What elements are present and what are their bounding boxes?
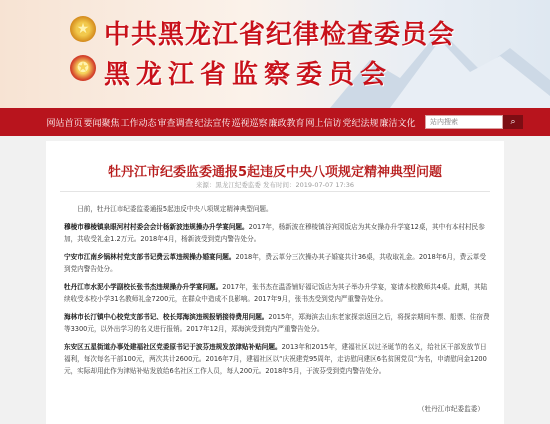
case-heading: 东安区五星街道办事处建福社区党委原书记于波芬违规发放津贴补贴问题。 xyxy=(64,343,282,351)
case-body: 2017年，杨新波在穆棱镇谷宾园饭店为其女操办升学宴12桌，其中有本村村民参加，共收受礼金1.2万元。2018年4月，杨新波受到党内警告处分。 xyxy=(64,223,485,243)
case-heading: 穆棱市穆棱镇泉眼河村村委会会计杨新波违规操办升学宴问题。 xyxy=(64,223,249,231)
article-title: 牡丹江市纪委监委通报5起违反中央八项规定精神典型问题 xyxy=(107,165,443,180)
divider xyxy=(60,191,490,192)
site-title-party: 中共黑龙江省纪律检查委员会 xyxy=(104,20,456,50)
search-icon[interactable]: ⌕ xyxy=(503,115,523,129)
nav-regulations[interactable]: 党纪法规 xyxy=(342,118,379,129)
case-body: 2015年，郑海滨去山东老家探亲返回之后，将探亲期间车票、船票、住宿费等3300元，以外出学习的名义进行报销。2017年12月，郑海滨受到党内严重警告处分。 xyxy=(64,313,490,333)
nav-inspection[interactable]: 巡视巡察 xyxy=(231,118,268,129)
case-heading: 牡丹江市水泥小学副校长张书杰违规操办升学宴问题。 xyxy=(64,283,223,291)
nav-online-petition[interactable]: 网上信访 xyxy=(305,118,342,129)
case-item xyxy=(64,221,490,245)
case-item xyxy=(64,341,490,377)
nav-home[interactable]: 网站首页 xyxy=(46,118,83,129)
nav-work-updates[interactable]: 工作动态 xyxy=(120,118,157,129)
case-item xyxy=(64,251,490,275)
case-body: 2018年，费云革分三次操办其子婚宴共计36桌，共收取礼金。2018年6月，费云革受到党内警告处分。 xyxy=(64,253,486,273)
case-body: 2013年和2015年，建福社区以过圣诞节的名义，给社区干部发放节日福利，每次每名干部100元，两次共计2600元。2016年7月，建福社区以“庆祝建党95周年，走访慰问建区6名贫困党员”为名，申请慰问金1200元，实际却用此作为津贴补贴发放给6名社区工作人员，每人200元。2018年5月，于波芬受到党内警告处分。 xyxy=(64,343,487,375)
nav-integrity-education[interactable]: 廉政教育 xyxy=(268,118,305,129)
site-banner xyxy=(0,0,550,108)
state-emblem-icon: ✪ xyxy=(70,55,96,81)
case-body: 2017年，张书杰在温香铺好福记饭店为其子举办升学宴，宴请本校教师共4桌。此期，其陆续收受本校小学31名教师礼金7200元，在群众中造成不良影响。2017年9月，张书杰受到党内严重警告处分。 xyxy=(64,283,488,303)
nav-news-focus[interactable]: 要闻聚焦 xyxy=(83,118,120,129)
site-title-state: 黑龙江省监察委员会 xyxy=(104,60,393,90)
article-panel xyxy=(46,141,504,424)
nav-discipline-law[interactable]: 纪法宣传 xyxy=(194,118,231,129)
article-source: （牡丹江市纪委监委） xyxy=(418,405,484,413)
case-heading: 宁安市江南乡锅林村党支部书记费云革违规操办婚宴问题。 xyxy=(64,253,236,261)
nav-review-investigation[interactable]: 审查调查 xyxy=(157,118,194,129)
case-item xyxy=(64,281,490,305)
case-heading: 海林市长汀镇中心校党支部书记、校长郑海滨违规报销接待费用问题。 xyxy=(64,313,269,321)
nav-integrity-culture[interactable]: 廉洁文化 xyxy=(379,118,416,129)
party-emblem-icon: ★ xyxy=(70,16,96,42)
case-item xyxy=(64,311,490,335)
search-input[interactable] xyxy=(425,115,503,129)
article-meta: 来源：黑龙江纪委监委 发布时间：2019-07-07 17:36 xyxy=(195,181,355,189)
article-intro: 日前，牡丹江市纪委监委通报5起违反中央八项规定精神典型问题。 xyxy=(77,205,273,213)
